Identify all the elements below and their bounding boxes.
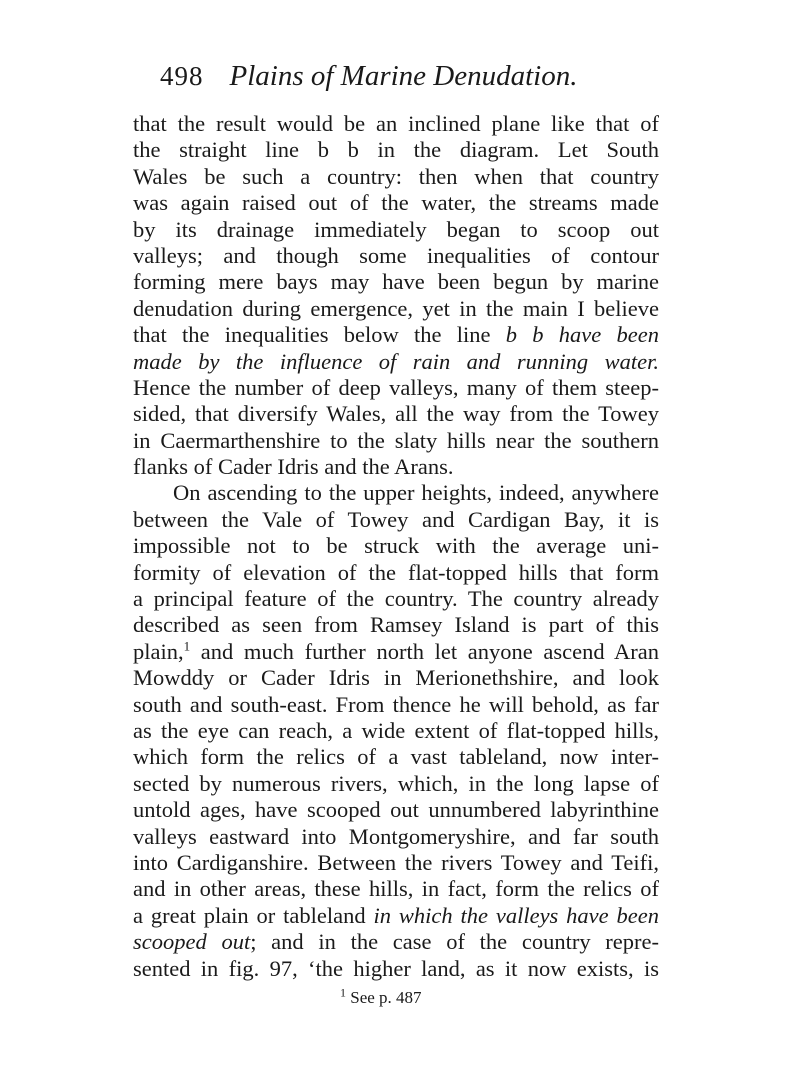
- text-line: valleys eastward into Montgomeryshire, and far south: [133, 823, 659, 849]
- text-segment: a great plain or tableland: [133, 902, 374, 928]
- text-line: was again raised out of the water, the streams made: [133, 190, 659, 216]
- body-text: [133, 111, 659, 982]
- text-line: described as seen from Ramsey Island is part of this: [133, 612, 659, 638]
- italic-segment: scooped out: [133, 929, 251, 955]
- text-line: denudation during emergence, yet in the main I believe: [133, 295, 659, 321]
- footnote: [340, 985, 422, 1008]
- text-segment: and much further north let anyone ascend Aran: [190, 638, 659, 664]
- paragraph-1: [133, 111, 659, 480]
- text-line: as the eye can reach, a wide extent of flat-topped hills,: [133, 717, 659, 743]
- text-line: untold ages, have scooped out unnumbered labyrinthine: [133, 797, 659, 823]
- text-line: by its drainage immediately began to scoop out: [133, 216, 659, 242]
- footnote-text: See p. 487: [346, 988, 422, 1007]
- text-line-italic: made by the influence of rain and running water.: [133, 348, 659, 374]
- text-line: flanks of Cader Idris and the Arans.: [133, 454, 454, 480]
- text-line: sented in fig. 97, ‘the higher land, as it now exists, is: [133, 955, 659, 981]
- text-line: into Cardiganshire. Between the rivers Towey and Teifi,: [133, 849, 659, 875]
- text-segment: plain,: [133, 638, 184, 664]
- text-line: [133, 322, 659, 348]
- text-line: forming mere bays may have been begun by marine: [133, 269, 659, 295]
- text-line: that the result would be an inclined plane like that of: [133, 111, 659, 136]
- text-line: south and south-east. From thence he will behold, as far: [133, 691, 659, 717]
- text-line: a principal feature of the country. The country already: [133, 586, 659, 612]
- text-segment: that the inequalities below the line: [133, 322, 506, 348]
- text-line: which form the relics of a vast tableland, now inter-: [133, 744, 659, 770]
- text-line: impossible not to be struck with the average uni-: [133, 533, 659, 559]
- text-line: [133, 639, 659, 665]
- text-line: [133, 929, 659, 955]
- text-line: in Caermarthenshire to the slaty hills near the southern: [133, 427, 659, 453]
- text-line: On ascending to the upper heights, indeed, anywhere: [173, 480, 659, 506]
- text-line: valleys; and though some inequalities of contour: [133, 242, 659, 268]
- footnote-marker: 1: [340, 985, 346, 1000]
- text-segment: ; and in the case of the country repre-: [250, 929, 660, 955]
- italic-segment: b b have been: [505, 322, 659, 348]
- text-line: sided, that diversify Wales, all the way from the Towey: [133, 401, 659, 427]
- text-line: [133, 903, 659, 929]
- footnote-reference: 1: [183, 638, 191, 654]
- italic-segment: in which the valleys have been: [373, 902, 659, 928]
- text-line: between the Vale of Towey and Cardigan Bay, it is: [133, 506, 659, 532]
- text-line: Wales be such a country: then when that country: [133, 163, 659, 189]
- text-line: Hence the number of deep valleys, many of them steep-: [133, 374, 659, 400]
- text-line: the straight line b b in the diagram. Let South: [133, 137, 659, 163]
- page-number: 498: [160, 61, 204, 91]
- text-line: Mowddy or Cader Idris in Merionethshire, and look: [133, 665, 659, 691]
- text-line: sected by numerous rivers, which, in the long lapse of: [133, 770, 659, 796]
- text-line: formity of elevation of the flat-topped hills that form: [133, 559, 659, 585]
- running-title: Plains of Marine Denudation.: [229, 60, 578, 92]
- text-line: and in other areas, these hills, in fact, form the relics of: [133, 876, 659, 902]
- running-header: [160, 60, 577, 100]
- paragraph-2: [133, 480, 659, 981]
